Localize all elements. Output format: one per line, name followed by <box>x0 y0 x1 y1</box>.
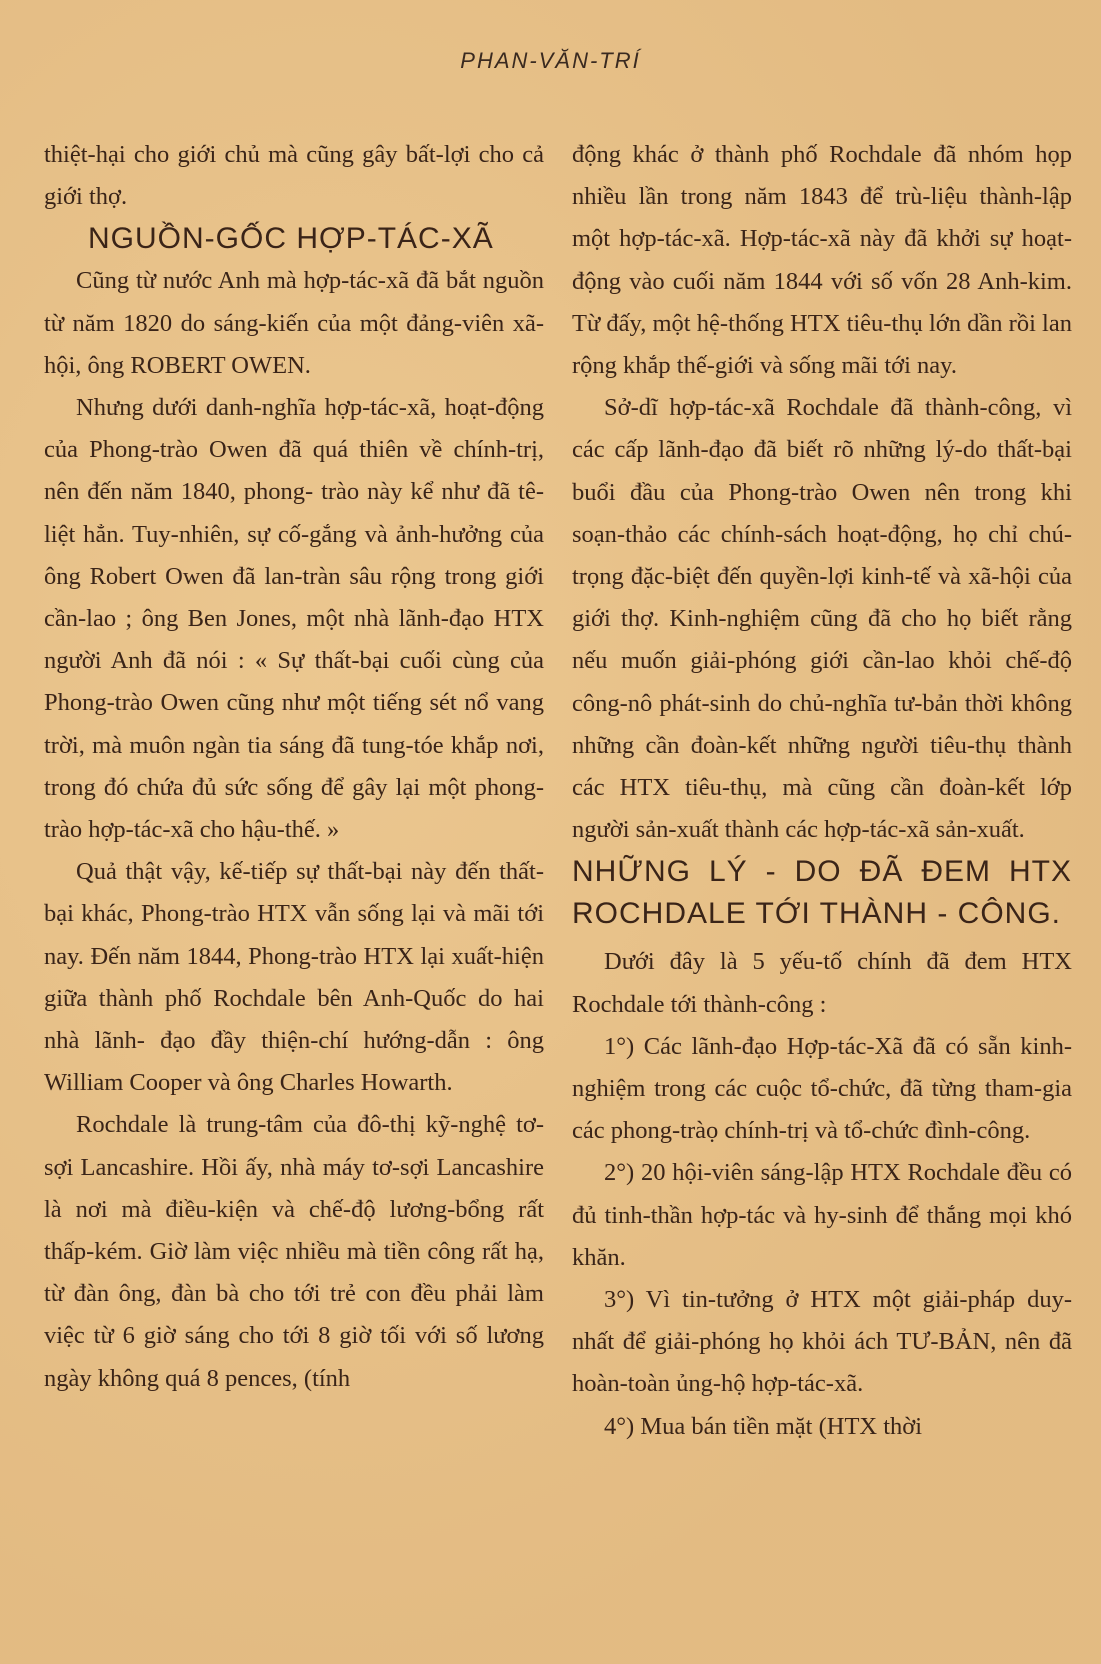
paragraph: Dưới đây là 5 yếu-tố chính đã đem HTX Rochdale tới thành-công : <box>572 948 1072 1018</box>
section-heading: NGUỒN-GỐC HỢP-TÁC-XÃ <box>88 222 494 256</box>
paragraph: Sở-dĩ hợp-tác-xã Rochdale đã thành-công, vì các cấp lãnh-đạo đã biết rõ những lý-do thất-bại buổi đầu của Phong-trào Owen nên trong khi soạn-thảo các chính-sách hoạt-động, họ chỉ chú-trọng đặc-biệt đến quyền-lợi kinh-tế và xã-hội của giới thợ. Kinh-nghiệm cũng đã cho họ biết rằng nếu muốn giải-phóng giới cần-lao khỏi chế-độ công-nô phát-sinh do chủ-nghĩa tư-bản thời không những cần đoàn-kết những người tiêu-thụ thành các HTX tiêu-thụ, mà cũng cần đoàn-kết lớp người sản-xuất thành các hợp-tác-xã sản-xuất. <box>572 394 1072 844</box>
list-item: 4°) Mua bán tiền mặt (HTX thời <box>604 1412 923 1440</box>
paragraph: động khác ở thành phố Rochdale đã nhóm họp nhiều lần trong năm 1843 để trù-liệu thành-lập một hợp-tác-xã. Hợp-tác-xã này đã khởi sự hoạt-động vào cuối năm 1844 với số vốn 28 Anh-kim. Từ đấy, một hệ-thống HTX tiêu-thụ lớn dần rồi lan rộng khắp thế-giới và sống mãi tới nay. <box>572 141 1072 380</box>
left-column <box>44 134 544 1400</box>
page-header: PHAN-VĂN-TRÍ <box>460 48 641 73</box>
right-column <box>572 134 1072 1448</box>
list-item: 1°) Các lãnh-đạo Hợp-tác-Xã đã có sẵn kinh-nghiệm trong các cuộc tổ-chức, đã từng tham-gia các phong-tràọ chính-trị và tổ-chức đình-công. <box>572 1032 1072 1145</box>
paragraph: Cũng từ nước Anh mà hợp-tác-xã đã bắt nguồn từ năm 1820 do sáng-kiến của một đảng-viên xã-hội, ông ROBERT OWEN. <box>44 267 544 379</box>
list-item: 2°) 20 hội-viên sáng-lập HTX Rochdale đều có đủ tinh-thần hợp-tác và hy-sinh để thắng mọi khó khăn. <box>572 1159 1072 1271</box>
list-item: 3°) Vì tin-tưởng ở HTX một giải-pháp duy-nhất để giải-phóng họ khỏi ách TƯ-BẢN, nên đã hoàn-toàn ủng-hộ hợp-tác-xã. <box>572 1286 1072 1398</box>
paragraph: thiệt-hại cho giới chủ mà cũng gây bất-lợi cho cả giới thợ. <box>44 141 544 211</box>
paragraph: Quả thật vậy, kế-tiếp sự thất-bại này đến thất-bại khác, Phong-trào HTX vẫn sống lại và mãi tới nay. Đến năm 1844, Phong-trào HTX lại xuất-hiện giữa thành phố Rochdale bên Anh-Quốc do hai nhà lãnh- đạo đầy thiện-chí hướng-dẫn : ông William Cooper và ông Charles Howarth. <box>44 858 544 1097</box>
section-heading: NHỮNG LÝ - DO ĐÃ ĐEM HTX ROCHDALE TỚI THÀNH - CÔNG. <box>572 855 1072 931</box>
paragraph: Rochdale là trung-tâm của đô-thị kỹ-nghệ tơ-sợi Lancashire. Hồi ấy, nhà máy tơ-sợi Lancashire là nơi mà điều-kiện và chế-độ lương-bổng rất thấp-kém. Giờ làm việc nhiều mà tiền công rất hạ, từ đàn ông, đàn bà cho tới trẻ con đều phải làm việc từ 6 giờ sáng cho tới 8 giờ tối với số lương ngày không quá 8 pences, (tính <box>44 1111 544 1392</box>
paragraph: Nhưng dưới danh-nghĩa hợp-tác-xã, hoạt-động của Phong-trào Owen đã quá thiên về chính-trị, nên đến năm 1840, phong- trào này kể như đã tê-liệt hẳn. Tuy-nhiên, sự cố-gắng và ảnh-hưởng của ông Robert Owen đã lan-tràn sâu rộng trong giới cần-lao ; ông Ben Jones, một nhà lãnh-đạo HTX người Anh đã nói : « Sự thất-bại cuối cùng của Phong-trào Owen cũng như một tiếng sét nổ vang trời, mà muôn ngàn tia sáng đã tung-tóe khắp nơi, trong đó chứa đủ sức sống để gây lại một phong-trào hợp-tác-xã cho hậu-thế. » <box>44 394 544 844</box>
